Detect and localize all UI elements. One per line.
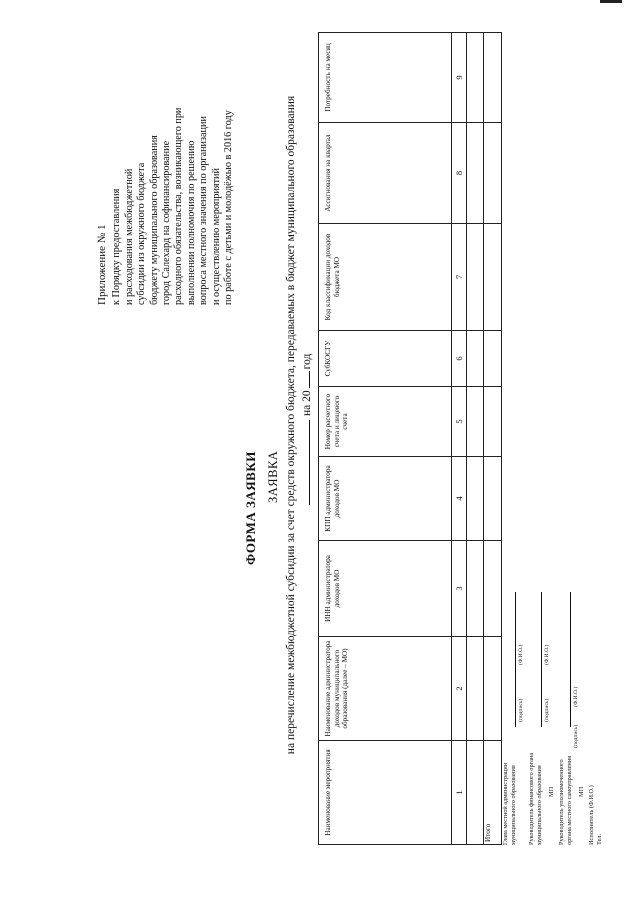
table-header-cell: Ассигнования на квартал bbox=[319, 123, 452, 224]
table-row bbox=[467, 33, 484, 845]
table-cell bbox=[467, 331, 484, 387]
appendix-line: и расходования межбюджетной bbox=[123, 168, 135, 305]
authority-title-line1: Руководитель уполномоченного bbox=[558, 759, 565, 845]
caption-fio: (Ф.И.О.) bbox=[544, 644, 550, 665]
table-cell bbox=[467, 123, 484, 224]
appendix-line: город Салехард на софинансирование bbox=[161, 140, 173, 305]
caption-signature: (подпись) bbox=[573, 724, 579, 748]
signature-line bbox=[515, 592, 516, 727]
table-header-cell: Номер расчетного счета и лицевого счета bbox=[319, 387, 452, 457]
table-header-cell: Наименование мероприятия bbox=[319, 741, 452, 845]
request-table bbox=[318, 32, 502, 845]
head-signatory bbox=[502, 763, 517, 845]
phone-label: Тел. bbox=[595, 833, 603, 845]
table-cell bbox=[467, 457, 484, 541]
column-number: 3 bbox=[452, 541, 467, 637]
year-blank bbox=[309, 371, 310, 388]
total-label: Итого bbox=[484, 741, 502, 845]
table-cell bbox=[484, 33, 502, 123]
caption-fio: (Ф.И.О.) bbox=[573, 686, 579, 707]
table-cell bbox=[467, 387, 484, 457]
table-number-row bbox=[452, 33, 467, 845]
column-number: 6 bbox=[452, 331, 467, 387]
table-header-cell: СубКОСГУ bbox=[319, 331, 452, 387]
table-cell bbox=[484, 224, 502, 331]
appendix-line: выполнении полномочия по решению bbox=[185, 140, 197, 305]
appendix-line: по работе с детьми и молодёжью в 2016 году bbox=[223, 110, 235, 305]
table-cell bbox=[484, 387, 502, 457]
column-number: 1 bbox=[452, 741, 467, 845]
appendix-block bbox=[96, 60, 235, 305]
executor-block bbox=[588, 785, 603, 845]
table-header-cell: Потребность на месяц bbox=[319, 33, 452, 123]
column-number: 7 bbox=[452, 224, 467, 331]
table-cell bbox=[484, 457, 502, 541]
authority-title-line2: органа местного самоуправления bbox=[565, 755, 573, 845]
appendix-title: Приложение № 1 bbox=[96, 224, 108, 305]
appendix-line: бюджету муниципального образования bbox=[148, 135, 160, 305]
authority-signatory bbox=[558, 756, 573, 845]
head-title-line1: Глава местной администрации bbox=[502, 762, 509, 845]
executor-label: Исполнитель (Ф.И.О.) bbox=[588, 785, 595, 845]
appendix-line: и осуществлению мероприятий bbox=[210, 168, 222, 305]
request-heading: ЗАЯВКА bbox=[266, 450, 280, 503]
column-number: 8 bbox=[452, 123, 467, 224]
column-number: 9 bbox=[452, 33, 467, 123]
head-title-line2: муниципального образования bbox=[509, 765, 517, 845]
year-prefix: на 20 bbox=[301, 390, 313, 416]
appendix-line: к Порядку предоставления bbox=[111, 188, 123, 305]
table-cell bbox=[484, 123, 502, 224]
table-header-cell: Наименование администратора доходов муниципального образования (далее – МО) bbox=[319, 637, 452, 741]
caption-fio: (Ф.И.О.) bbox=[518, 644, 524, 665]
table-header-cell: Код классификации доходов бюджета МО bbox=[319, 224, 452, 331]
table-cell bbox=[484, 637, 502, 741]
finance-signatory bbox=[528, 753, 543, 845]
request-year-line bbox=[301, 354, 313, 505]
column-number: 5 bbox=[452, 387, 467, 457]
column-number: 2 bbox=[452, 637, 467, 741]
blank-line bbox=[309, 420, 310, 505]
table-header-cell: КПП администратора доходов МО bbox=[319, 457, 452, 541]
table-cell bbox=[484, 541, 502, 637]
stamp-place-1: МП bbox=[548, 786, 555, 797]
table-cell bbox=[467, 541, 484, 637]
table-total-row bbox=[484, 33, 502, 845]
signature-line bbox=[570, 592, 571, 727]
stamp-place-2: МП bbox=[578, 786, 585, 797]
caption-signature: (подпись) bbox=[518, 698, 524, 722]
table-cell bbox=[467, 224, 484, 331]
table-cell bbox=[484, 331, 502, 387]
table-cell bbox=[467, 741, 484, 845]
column-number: 4 bbox=[452, 457, 467, 541]
table-header-cell: ИНН администратора доходов МО bbox=[319, 541, 452, 637]
finance-title-line2: муниципального образования bbox=[535, 765, 543, 845]
table-header-row bbox=[319, 33, 452, 845]
form-title: ФОРМА ЗАЯВКИ bbox=[243, 451, 258, 565]
finance-title-line1: Руководитель финансового органа bbox=[528, 752, 535, 845]
request-subject: на перечисление межбюджетной субсидии за счет средств окружного бюджета, передаваемых в бюджет муниципального образования bbox=[285, 95, 297, 755]
appendix-line: субсидии из окружного бюджета bbox=[136, 162, 148, 305]
table-cell bbox=[467, 33, 484, 123]
year-suffix: год bbox=[301, 353, 313, 370]
caption-signature: (подпись) bbox=[544, 698, 550, 722]
appendix-line: расходного обязательства, возникающего при bbox=[173, 107, 185, 305]
table-cell bbox=[467, 637, 484, 741]
signature-line bbox=[541, 592, 542, 727]
appendix-line: вопроса местного значения по организации bbox=[198, 116, 210, 305]
